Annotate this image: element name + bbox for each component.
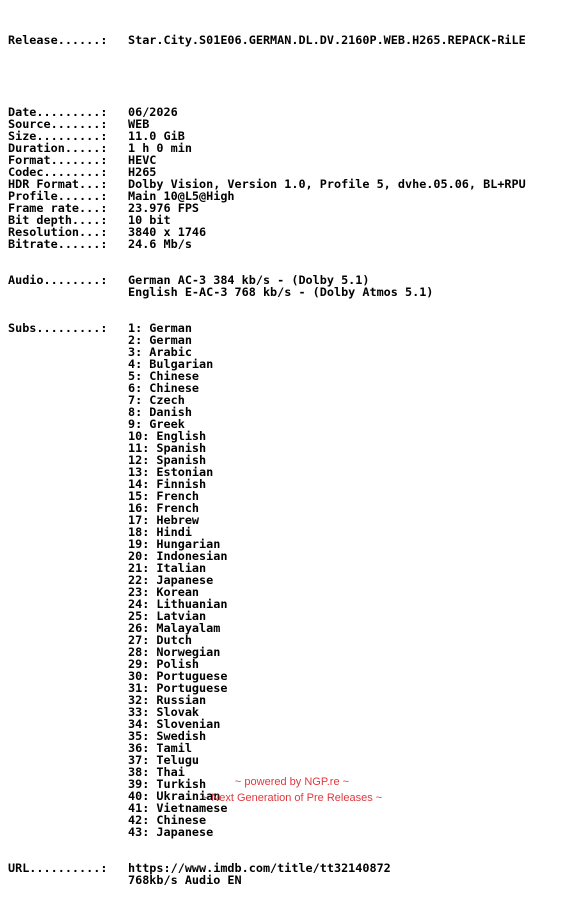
release-key: Release......: (8, 33, 108, 47)
subtitle-track-value: 11: Spanish (128, 441, 207, 455)
subtitle-track-value: 31: Portuguese (128, 681, 228, 695)
field-date-key: Date.........: (8, 105, 108, 119)
subtitle-track-value: 17: Hebrew (128, 513, 200, 527)
url-line-key: URL..........: (8, 861, 108, 875)
field-format-key: Format.......: (8, 153, 108, 167)
subtitle-track (8, 550, 526, 562)
subtitle-track (8, 406, 526, 418)
subtitle-track (8, 346, 526, 358)
subtitle-track (8, 442, 526, 454)
subtitle-track (8, 466, 526, 478)
subtitle-track-value: 2: German (128, 333, 192, 347)
field-bit-depth-value: 10 bit (128, 213, 171, 227)
audio-track-key: Audio........: (8, 273, 108, 287)
subtitle-track-value: 4: Bulgarian (128, 357, 214, 371)
field-bit-depth-key: Bit depth....: (8, 213, 108, 227)
subtitle-track (8, 730, 526, 742)
subtitle-track-value: 8: Danish (128, 405, 192, 419)
subtitle-track (8, 454, 526, 466)
audio-track-value: German AC-3 384 kb/s - (Dolby 5.1) (128, 273, 370, 287)
subtitle-track-value: 33: Slovak (128, 705, 200, 719)
field-bitrate (8, 238, 526, 250)
audio-track-value: English E-AC-3 768 kb/s - (Dolby Atmos 5.1) (128, 285, 434, 299)
field-bitrate-value: 24.6 Mb/s (128, 237, 192, 251)
subtitle-track (8, 598, 526, 610)
subtitle-track-value: 22: Japanese (128, 573, 214, 587)
url-line (8, 862, 526, 874)
subtitle-track (8, 814, 526, 826)
field-duration-value: 1 h 0 min (128, 141, 192, 155)
subtitle-track-value: 39: Turkish (128, 777, 207, 791)
media-info-fields (8, 106, 526, 250)
subtitle-track (8, 478, 526, 490)
subtitle-track (8, 574, 526, 586)
field-date-value: 06/2026 (128, 105, 178, 119)
field-source-value: WEB (128, 117, 150, 131)
subtitle-track-value: 12: Spanish (128, 453, 207, 467)
subtitle-track-value: 25: Latvian (128, 609, 207, 623)
subtitle-track (8, 754, 526, 766)
subtitle-track-value: 23: Korean (128, 585, 200, 599)
audio-tracks (8, 274, 526, 298)
footer-tagline: ~ Next Generation of Pre Releases ~ (201, 792, 383, 804)
subtitle-track (8, 742, 526, 754)
field-hdr-format-key: HDR Format...: (8, 177, 108, 191)
subtitle-track-key: Subs.........: (8, 321, 108, 335)
field-hdr-format-value: Dolby Vision, Version 1.0, Profile 5, dvhe.05.06, BL+RPU (128, 177, 526, 191)
field-source-key: Source.......: (8, 117, 108, 131)
subtitle-track (8, 694, 526, 706)
subtitle-track (8, 382, 526, 394)
subtitle-track-value: 26: Malayalam (128, 621, 221, 635)
subtitle-track (8, 622, 526, 634)
subtitle-track-value: 10: English (128, 429, 207, 443)
field-profile-key: Profile......: (8, 189, 108, 203)
subtitle-track (8, 646, 526, 658)
field-duration-key: Duration.....: (8, 141, 108, 155)
subtitle-track (8, 586, 526, 598)
subtitle-track-value: 13: Estonian (128, 465, 214, 479)
field-frame-rate-key: Frame rate...: (8, 201, 108, 215)
field-bitrate-key: Bitrate......: (8, 237, 108, 251)
blank-line (8, 70, 526, 82)
subtitle-track (8, 526, 526, 538)
subtitle-track-value: 38: Thai (128, 765, 185, 779)
url-line-value: 768kb/s Audio EN (128, 873, 242, 887)
url-line (8, 874, 526, 886)
subtitle-track (8, 502, 526, 514)
subtitle-track (8, 718, 526, 730)
subtitle-track (8, 322, 526, 334)
subtitle-track-value: 35: Swedish (128, 729, 207, 743)
url-line-value: https://www.imdb.com/title/tt32140872 (128, 861, 391, 875)
subtitle-track (8, 634, 526, 646)
subtitle-track-value: 32: Russian (128, 693, 207, 707)
subtitle-track-value: 14: Finnish (128, 477, 207, 491)
subtitle-track (8, 562, 526, 574)
subtitle-track-value: 27: Dutch (128, 633, 192, 647)
subtitle-track (8, 658, 526, 670)
subtitle-track-value: 36: Tamil (128, 741, 192, 755)
subtitle-track (8, 490, 526, 502)
subtitle-track-value: 18: Hindi (128, 525, 192, 539)
subtitle-track-value: 28: Norwegian (128, 645, 221, 659)
subtitle-track-value: 30: Portuguese (128, 669, 228, 683)
subtitle-track (8, 370, 526, 382)
field-size-value: 11.0 GiB (128, 129, 185, 143)
footer-powered-by: ~ powered by NGP.re ~ (234, 776, 350, 788)
release-row (8, 34, 526, 46)
subtitle-track-value: 1: German (128, 321, 192, 335)
footer (0, 774, 584, 806)
field-resolution-value: 3840 x 1746 (128, 225, 207, 239)
subtitle-track-value: 16: French (128, 501, 200, 515)
field-frame-rate-value: 23.976 FPS (128, 201, 200, 215)
subtitle-track (8, 430, 526, 442)
field-resolution-key: Resolution...: (8, 225, 108, 239)
subtitle-track-value: 37: Telugu (128, 753, 200, 767)
subtitle-track (8, 538, 526, 550)
subtitle-track-value: 40: Ukrainian (128, 789, 221, 803)
url-section (8, 862, 526, 886)
subtitle-track-value: 15: French (128, 489, 200, 503)
subtitle-track (8, 394, 526, 406)
subtitle-track-value: 5: Chinese (128, 369, 200, 383)
subtitle-track (8, 682, 526, 694)
field-codec-value: H265 (128, 165, 157, 179)
subtitle-track-value: 24: Lithuanian (128, 597, 228, 611)
subtitle-track (8, 670, 526, 682)
subtitle-track-value: 6: Chinese (128, 381, 200, 395)
nfo-document (8, 10, 526, 898)
subtitle-track (8, 706, 526, 718)
subtitle-track (8, 334, 526, 346)
subtitle-track (8, 610, 526, 622)
subtitle-track-value: 21: Italian (128, 561, 207, 575)
subtitle-track-value: 19: Hungarian (128, 537, 221, 551)
field-size-key: Size.........: (8, 129, 108, 143)
subtitle-track-value: 29: Polish (128, 657, 200, 671)
field-profile-value: Main 10@L5@High (128, 189, 235, 203)
subtitle-tracks (8, 322, 526, 838)
subtitle-track (8, 514, 526, 526)
subtitle-track (8, 418, 526, 430)
subtitle-track-value: 20: Indonesian (128, 549, 228, 563)
audio-track (8, 286, 526, 298)
subtitle-track-value: 41: Vietnamese (128, 801, 228, 815)
subtitle-track-value: 34: Slovenian (128, 717, 221, 731)
release-value: Star.City.S01E06.GERMAN.DL.DV.2160P.WEB.H265.REPACK-RiLE (128, 33, 526, 47)
subtitle-track-value: 9: Greek (128, 417, 185, 431)
field-format-value: HEVC (128, 153, 157, 167)
subtitle-track (8, 358, 526, 370)
subtitle-track-value: 42: Chinese (128, 813, 207, 827)
subtitle-track-value: 7: Czech (128, 393, 185, 407)
field-codec-key: Codec........: (8, 165, 108, 179)
subtitle-track-value: 3: Arabic (128, 345, 192, 359)
subtitle-track-value: 43: Japanese (128, 825, 214, 839)
